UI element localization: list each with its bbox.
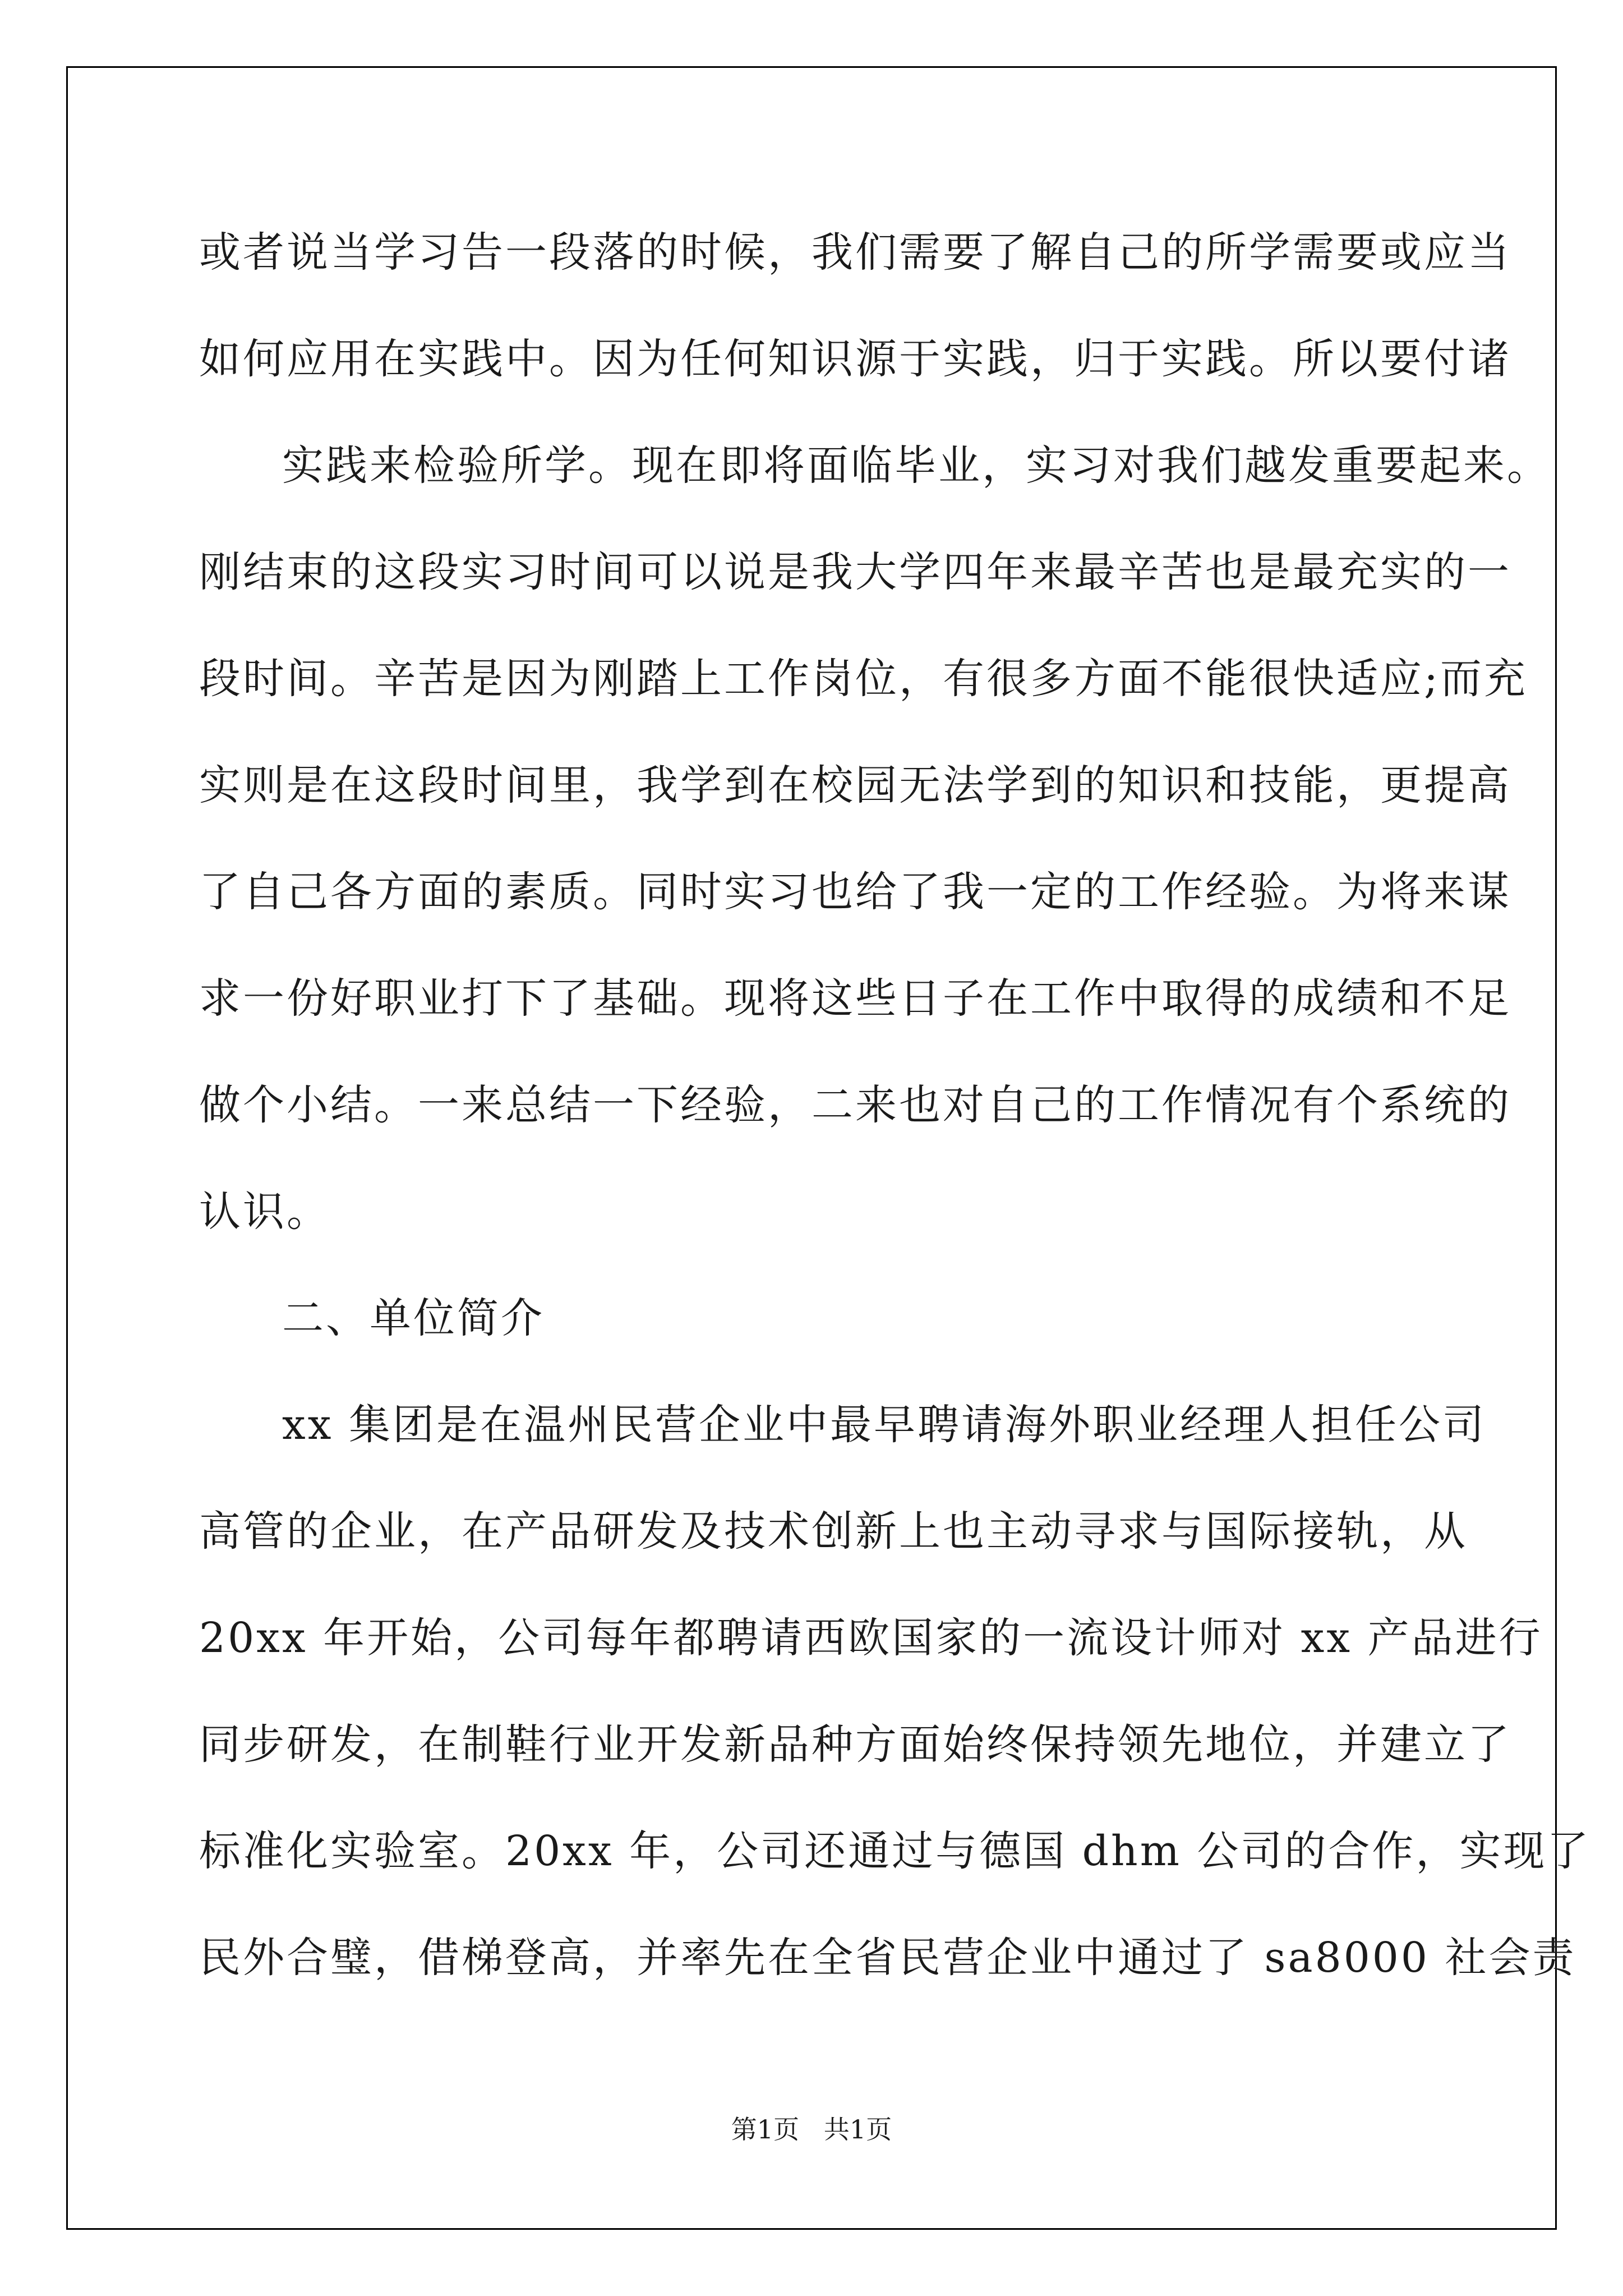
text-line: 实则是在这段时间里，我学到在校园无法学到的知识和技能，更提高 — [199, 761, 1511, 809]
text-line: 民外合璧，借梯登高，并率先在全省民营企业中通过了 sa8000 社会责 — [199, 1934, 1576, 1982]
text-line: 高管的企业，在产品研发及技术创新上也主动寻求与国际接轨，从 — [199, 1507, 1468, 1556]
text-line: 或者说当学习告一段落的时候，我们需要了解自己的所学需要或应当 — [199, 228, 1511, 277]
text-line: 刚结束的这段实习时间可以说是我大学四年来最辛苦也是最充实的一 — [199, 548, 1511, 596]
text-line: 求一份好职业打下了基础。现将这些日子在工作中取得的成绩和不足 — [199, 974, 1511, 1023]
text-line: xx 集团是在温州民营企业中最早聘请海外职业经理人担任公司 — [282, 1401, 1486, 1449]
page-border — [66, 66, 1557, 2230]
text-line: 二、单位简介 — [282, 1294, 545, 1342]
text-line: 认识。 — [199, 1188, 330, 1236]
page-footer: 第1页 共1页 — [731, 2114, 892, 2145]
text-line: 如何应用在实践中。因为任何知识源于实践，归于实践。所以要付诸 — [199, 335, 1511, 383]
text-line: 同步研发，在制鞋行业开发新品种方面始终保持领先地位，并建立了 — [199, 1720, 1511, 1769]
text-line: 标准化实验室。20xx 年，公司还通过与德国 dhm 公司的合作，实现了 — [199, 1827, 1591, 1875]
text-line: 了自己各方面的素质。同时实习也给了我一定的工作经验。为将来谋 — [199, 868, 1511, 916]
text-line: 做个小结。一来总结一下经验，二来也对自己的工作情况有个系统的 — [199, 1081, 1511, 1129]
text-line: 段时间。辛苦是因为刚踏上工作岗位，有很多方面不能很快适应;而充 — [199, 655, 1528, 703]
text-line: 实践来检验所学。现在即将面临毕业，实习对我们越发重要起来。 — [282, 441, 1551, 490]
text-line: 20xx 年开始，公司每年都聘请西欧国家的一流设计师对 xx 产品进行 — [199, 1614, 1543, 1662]
